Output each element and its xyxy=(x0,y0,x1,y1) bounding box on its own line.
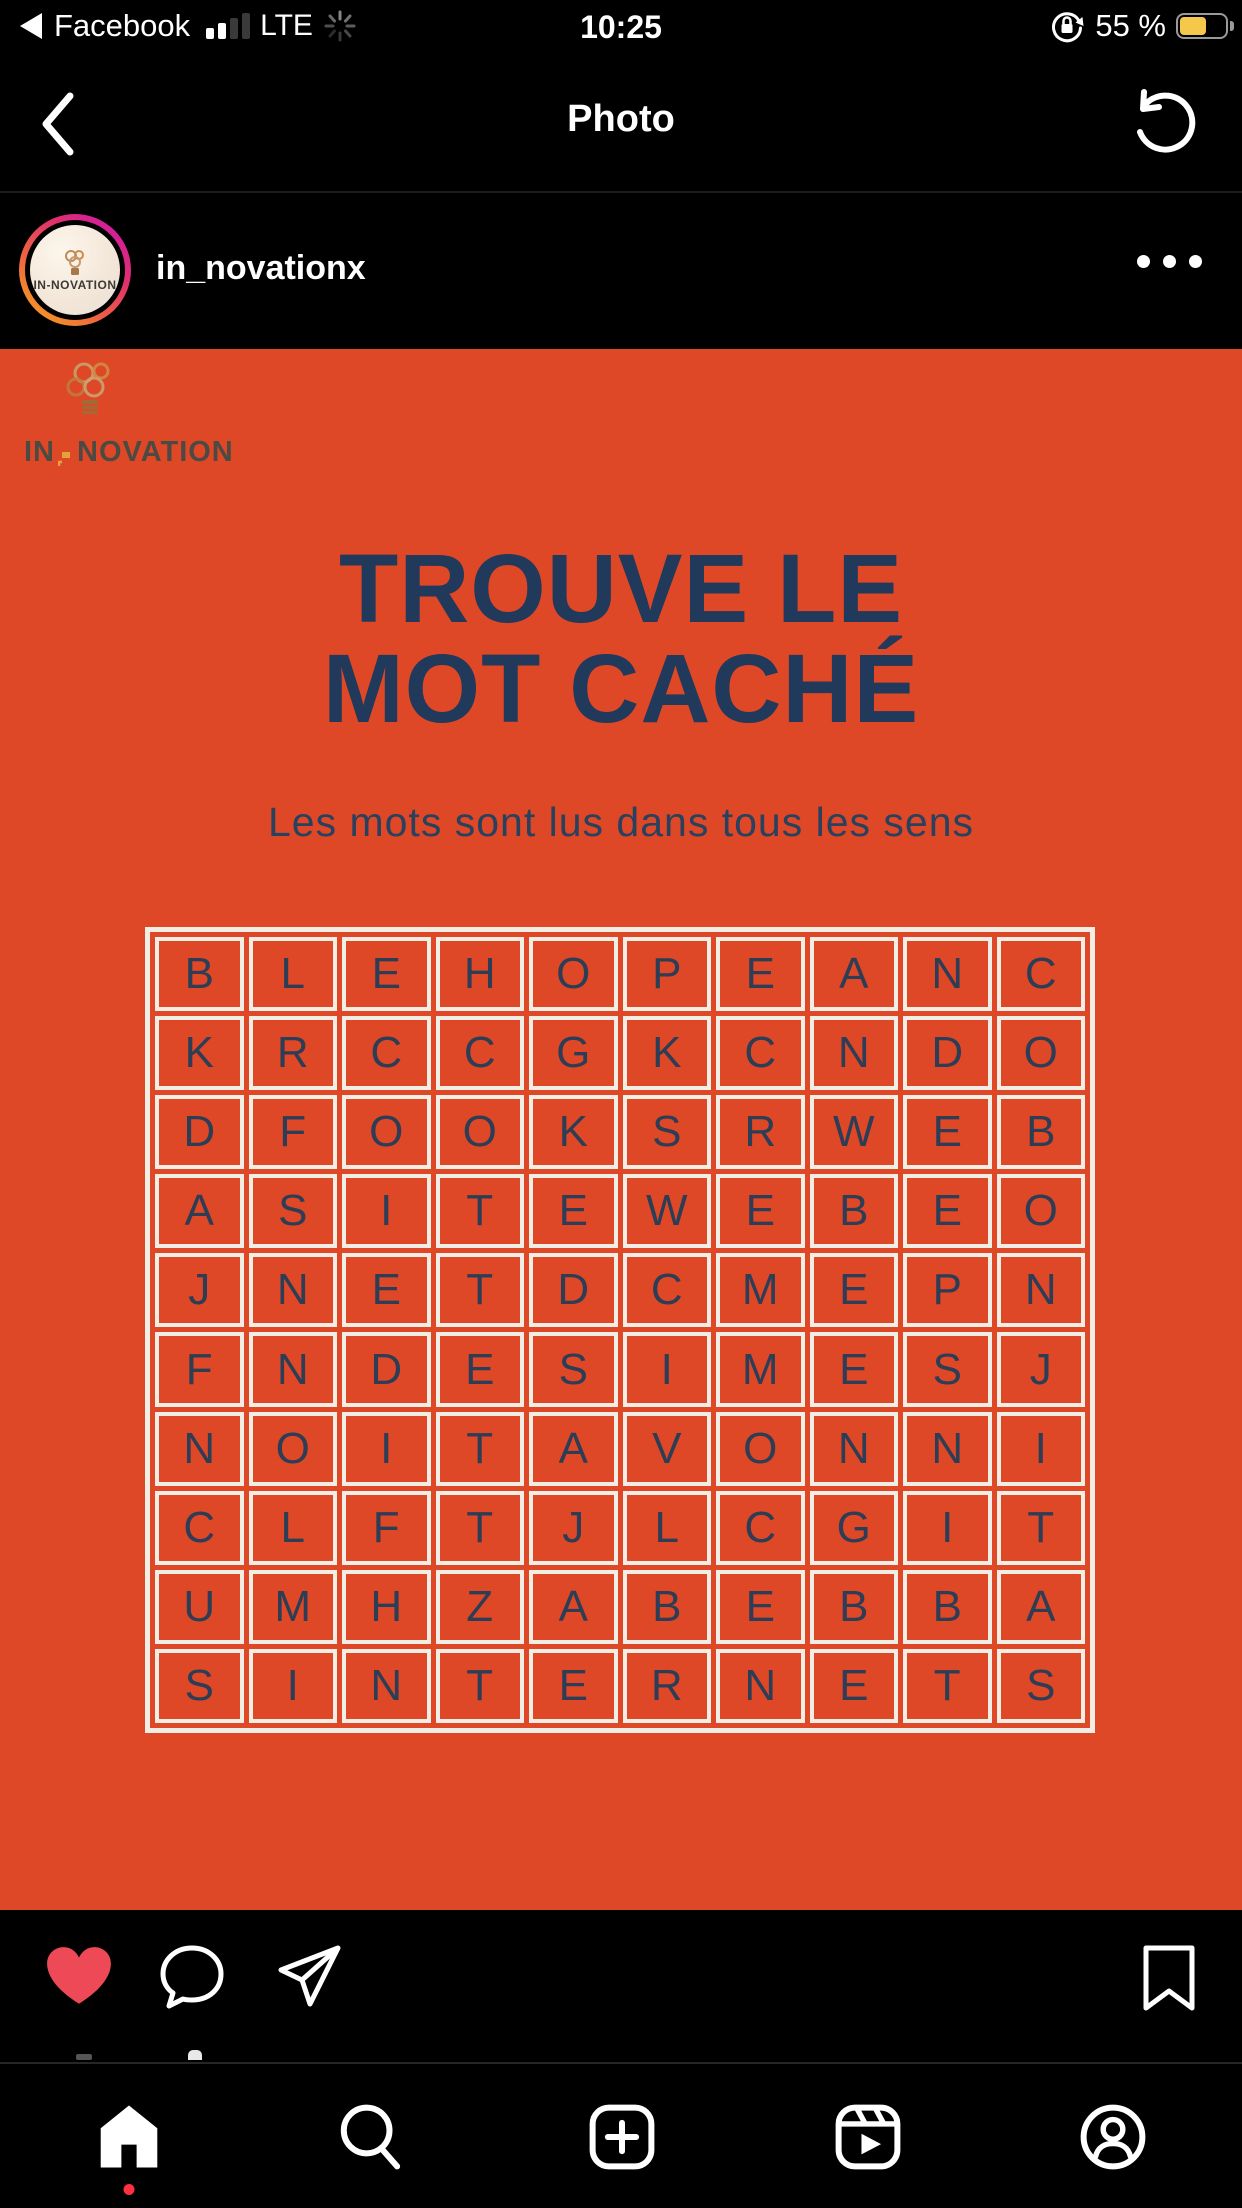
puzzle-subtitle: Les mots sont lus dans tous les sens xyxy=(267,799,974,845)
grid-cell: F xyxy=(342,1491,431,1565)
grid-cell: E xyxy=(436,1332,525,1406)
grid-cell: O xyxy=(436,1095,525,1169)
grid-cell: N xyxy=(342,1649,431,1723)
avatar[interactable] xyxy=(19,214,131,326)
grid-cell: I xyxy=(997,1412,1086,1486)
grid-cell: I xyxy=(249,1649,338,1723)
grid-cell: P xyxy=(903,1253,992,1327)
grid-cell: B xyxy=(903,1570,992,1644)
puzzle-title: TROUVE LE MOT CACHÉ xyxy=(322,534,920,743)
photo-nav-bar xyxy=(0,60,1242,193)
grid-cell: C xyxy=(342,1016,431,1090)
grid-cell: C xyxy=(436,1016,525,1090)
clock-label: 10:25 xyxy=(580,9,662,45)
brand-text-in: IN xyxy=(24,436,55,468)
grid-cell: D xyxy=(342,1332,431,1406)
grid-cell: H xyxy=(342,1570,431,1644)
word-grid xyxy=(155,937,1085,1723)
grid-cell: P xyxy=(623,937,712,1011)
grid-cell: K xyxy=(529,1095,618,1169)
grid-cell: G xyxy=(529,1016,618,1090)
grid-cell: K xyxy=(155,1016,244,1090)
like-heart-icon[interactable] xyxy=(44,1944,114,2008)
orientation-lock-icon xyxy=(1049,8,1085,44)
grid-cell: S xyxy=(249,1174,338,1248)
grid-cell: E xyxy=(903,1174,992,1248)
grid-cell: E xyxy=(716,1570,805,1644)
grid-cell: W xyxy=(810,1095,899,1169)
grid-cell: O xyxy=(342,1095,431,1169)
grid-cell: B xyxy=(810,1570,899,1644)
grid-cell: N xyxy=(249,1332,338,1406)
post-action-bar xyxy=(0,1910,1242,2062)
grid-cell: V xyxy=(623,1412,712,1486)
comment-icon[interactable] xyxy=(158,1944,226,2010)
page-title: Photo xyxy=(567,98,675,140)
grid-cell: Z xyxy=(436,1570,525,1644)
grid-cell: C xyxy=(155,1491,244,1565)
avatar-bulb-logo-icon xyxy=(62,248,88,278)
profile-tab-icon[interactable] xyxy=(1076,2100,1150,2174)
grid-cell: I xyxy=(342,1174,431,1248)
grid-cell: N xyxy=(810,1412,899,1486)
grid-cell: F xyxy=(155,1332,244,1406)
refresh-rotate-icon[interactable] xyxy=(1128,88,1202,164)
grid-cell: A xyxy=(529,1412,618,1486)
grid-cell: S xyxy=(997,1649,1086,1723)
grid-cell: J xyxy=(997,1332,1086,1406)
grid-cell: E xyxy=(342,937,431,1011)
battery-icon xyxy=(1176,13,1228,39)
grid-cell: N xyxy=(155,1412,244,1486)
grid-cell: E xyxy=(529,1174,618,1248)
home-tab-icon[interactable] xyxy=(92,2100,166,2174)
clipped-caption-fragment xyxy=(76,2054,92,2060)
grid-cell: N xyxy=(249,1253,338,1327)
gear-bulb-icon xyxy=(46,357,136,437)
grid-cell: E xyxy=(529,1649,618,1723)
grid-cell: D xyxy=(155,1095,244,1169)
grid-cell: T xyxy=(436,1491,525,1565)
grid-cell: G xyxy=(810,1491,899,1565)
grid-cell: T xyxy=(997,1491,1086,1565)
grid-cell: B xyxy=(997,1095,1086,1169)
username-label[interactable]: in_novationx xyxy=(156,249,366,287)
grid-cell: T xyxy=(436,1174,525,1248)
grid-cell: E xyxy=(810,1332,899,1406)
grid-cell: O xyxy=(716,1412,805,1486)
grid-cell: A xyxy=(810,937,899,1011)
carrier-back-label[interactable]: Facebook xyxy=(54,8,191,43)
grid-cell: N xyxy=(903,937,992,1011)
grid-cell: O xyxy=(249,1412,338,1486)
grid-cell: O xyxy=(997,1174,1086,1248)
grid-cell: E xyxy=(903,1095,992,1169)
network-type-label: LTE xyxy=(260,9,313,42)
home-notification-dot xyxy=(124,2184,135,2195)
grid-cell: B xyxy=(810,1174,899,1248)
grid-cell: N xyxy=(997,1253,1086,1327)
battery-percent-label: 55 % xyxy=(1095,8,1166,43)
clipped-caption-fragment xyxy=(188,2050,202,2060)
grid-cell: I xyxy=(342,1412,431,1486)
grid-cell: T xyxy=(903,1649,992,1723)
grid-cell: E xyxy=(716,1174,805,1248)
grid-cell: R xyxy=(623,1649,712,1723)
grid-cell: L xyxy=(249,937,338,1011)
grid-cell: A xyxy=(529,1570,618,1644)
grid-cell: S xyxy=(155,1649,244,1723)
grid-cell: L xyxy=(623,1491,712,1565)
grid-cell: D xyxy=(529,1253,618,1327)
bookmark-save-icon[interactable] xyxy=(1138,1944,1200,2012)
status-bar xyxy=(0,0,1242,60)
grid-cell: N xyxy=(716,1649,805,1723)
grid-cell: D xyxy=(903,1016,992,1090)
grid-cell: J xyxy=(529,1491,618,1565)
grid-cell: T xyxy=(436,1253,525,1327)
grid-cell: M xyxy=(716,1332,805,1406)
share-plane-icon[interactable] xyxy=(276,1944,344,2010)
tab-bar xyxy=(0,2064,1242,2208)
grid-cell: J xyxy=(155,1253,244,1327)
grid-cell: L xyxy=(249,1491,338,1565)
grid-cell: B xyxy=(155,937,244,1011)
create-post-tab-icon[interactable] xyxy=(585,2100,659,2174)
post-header xyxy=(0,193,1242,349)
grid-cell: O xyxy=(997,1016,1086,1090)
grid-cell: S xyxy=(529,1332,618,1406)
grid-cell: C xyxy=(623,1253,712,1327)
grid-cell: R xyxy=(716,1095,805,1169)
grid-cell: A xyxy=(155,1174,244,1248)
grid-cell: N xyxy=(810,1016,899,1090)
avatar-logo-text: IN-NOVATION xyxy=(33,278,117,292)
innovation-logo xyxy=(24,357,244,469)
brand-hyphen-bulb-icon xyxy=(58,440,74,466)
reels-tab-icon[interactable] xyxy=(831,2100,905,2174)
brand-text-novation: NOVATION xyxy=(77,436,234,468)
grid-cell: E xyxy=(342,1253,431,1327)
grid-cell: W xyxy=(623,1174,712,1248)
grid-cell: I xyxy=(623,1332,712,1406)
grid-cell: S xyxy=(623,1095,712,1169)
more-options-icon[interactable] xyxy=(1137,255,1202,268)
grid-cell: B xyxy=(623,1570,712,1644)
grid-cell: T xyxy=(436,1412,525,1486)
grid-cell: R xyxy=(249,1016,338,1090)
grid-cell: H xyxy=(436,937,525,1011)
grid-cell: A xyxy=(997,1570,1086,1644)
grid-cell: C xyxy=(716,1016,805,1090)
grid-cell: I xyxy=(903,1491,992,1565)
word-grid-frame xyxy=(145,927,1095,1733)
grid-cell: T xyxy=(436,1649,525,1723)
grid-cell: K xyxy=(623,1016,712,1090)
grid-cell: U xyxy=(155,1570,244,1644)
grid-cell: E xyxy=(716,937,805,1011)
grid-cell: E xyxy=(810,1649,899,1723)
search-tab-icon[interactable] xyxy=(334,2100,408,2174)
post-photo xyxy=(0,349,1242,1910)
grid-cell: S xyxy=(903,1332,992,1406)
grid-cell: M xyxy=(716,1253,805,1327)
grid-cell: E xyxy=(810,1253,899,1327)
grid-cell: F xyxy=(249,1095,338,1169)
grid-cell: N xyxy=(903,1412,992,1486)
grid-cell: C xyxy=(997,937,1086,1011)
grid-cell: C xyxy=(716,1491,805,1565)
grid-cell: M xyxy=(249,1570,338,1644)
grid-cell: O xyxy=(529,937,618,1011)
